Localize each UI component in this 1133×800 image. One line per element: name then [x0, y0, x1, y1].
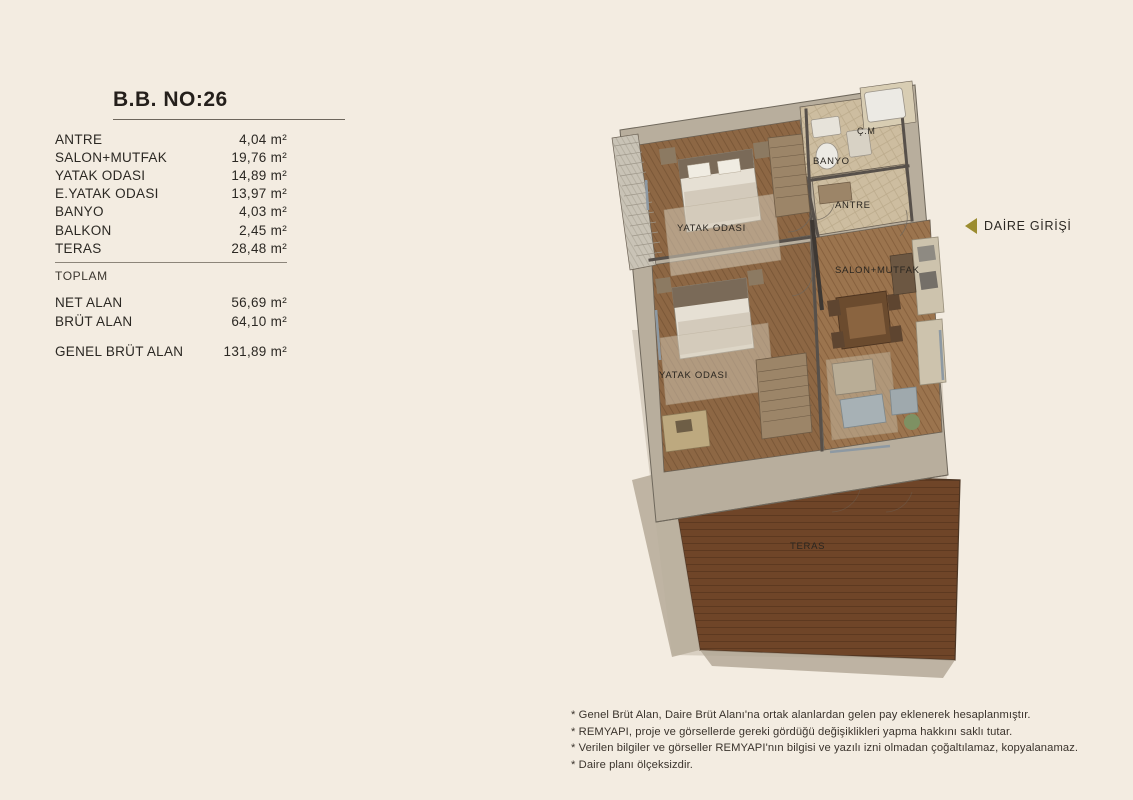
room-name: BALKON — [55, 222, 112, 238]
total-name: BRÜT ALAN — [55, 314, 133, 330]
note-line: * Verilen bilgiler ve görseller REMYAPI'nın bilgisi ve yazılı izni olmadan çoğaltılamaz, kopyalanamaz. — [571, 742, 1079, 754]
table-row — [55, 203, 287, 221]
table-row — [55, 312, 287, 331]
floor-plan-drawing — [560, 60, 1080, 680]
room-label-teras: TERAS — [790, 541, 826, 552]
room-area: 28,48 m² — [231, 240, 287, 256]
divider — [55, 262, 287, 263]
room-area: 14,89 m² — [231, 167, 287, 183]
table-row — [55, 331, 287, 361]
totals-table — [55, 293, 287, 361]
room-name: SALON+MUTFAK — [55, 149, 168, 165]
room-label-yatak-odasi-2: YATAK ODASI — [659, 370, 728, 381]
legal-notes — [571, 707, 1111, 773]
totals-heading: TOPLAM — [55, 269, 108, 284]
room-name: YATAK ODASI — [55, 167, 146, 183]
grand-total-area: 131,89 m² — [223, 344, 287, 360]
table-row — [55, 148, 287, 166]
room-name: BANYO — [55, 204, 104, 220]
room-name: ANTRE — [55, 131, 103, 147]
page-title: B.B. NO:26 — [113, 88, 345, 120]
table-row — [55, 185, 287, 203]
note-line: * Genel Brüt Alan, Daire Brüt Alanı'na ortak alanlardan gelen pay eklenerek hesaplanmıştır. — [571, 709, 1031, 721]
room-area: 4,03 m² — [239, 204, 287, 220]
table-row — [55, 166, 287, 184]
total-name: NET ALAN — [55, 295, 123, 311]
room-label-antre: ANTRE — [835, 200, 871, 211]
table-row — [55, 130, 287, 148]
arrow-left-icon — [965, 218, 977, 234]
floor-plan — [560, 60, 1080, 680]
room-area: 2,45 m² — [239, 222, 287, 238]
room-label-cm: Ç.M — [857, 126, 876, 136]
room-area: 13,97 m² — [231, 186, 287, 202]
apartment-info-panel — [55, 88, 355, 361]
entrance-label: DAİRE GİRİŞİ — [984, 219, 1072, 233]
total-area: 56,69 m² — [231, 295, 287, 311]
room-label-yatak-odasi-1: YATAK ODASI — [677, 223, 746, 234]
entrance-marker — [965, 218, 1072, 234]
grand-total-name: GENEL BRÜT ALAN — [55, 344, 184, 360]
table-row — [55, 293, 287, 312]
room-area-table — [55, 130, 287, 257]
room-label-banyo: BANYO — [813, 156, 850, 167]
room-area: 19,76 m² — [231, 149, 287, 165]
room-area: 4,04 m² — [239, 131, 287, 147]
room-name: E.YATAK ODASI — [55, 186, 159, 202]
room-name: TERAS — [55, 240, 102, 256]
table-row — [55, 239, 287, 257]
table-row — [55, 221, 287, 239]
note-line: * Daire planı ölçeksizdir. — [571, 758, 693, 771]
room-label-salon-mutfak: SALON+MUTFAK — [835, 265, 920, 276]
note-line: * REMYAPI, proje ve görsellerde gereki gördüğü değişiklikleri yapma hakkını saklı tutar. — [571, 725, 1013, 738]
total-area: 64,10 m² — [231, 314, 287, 330]
